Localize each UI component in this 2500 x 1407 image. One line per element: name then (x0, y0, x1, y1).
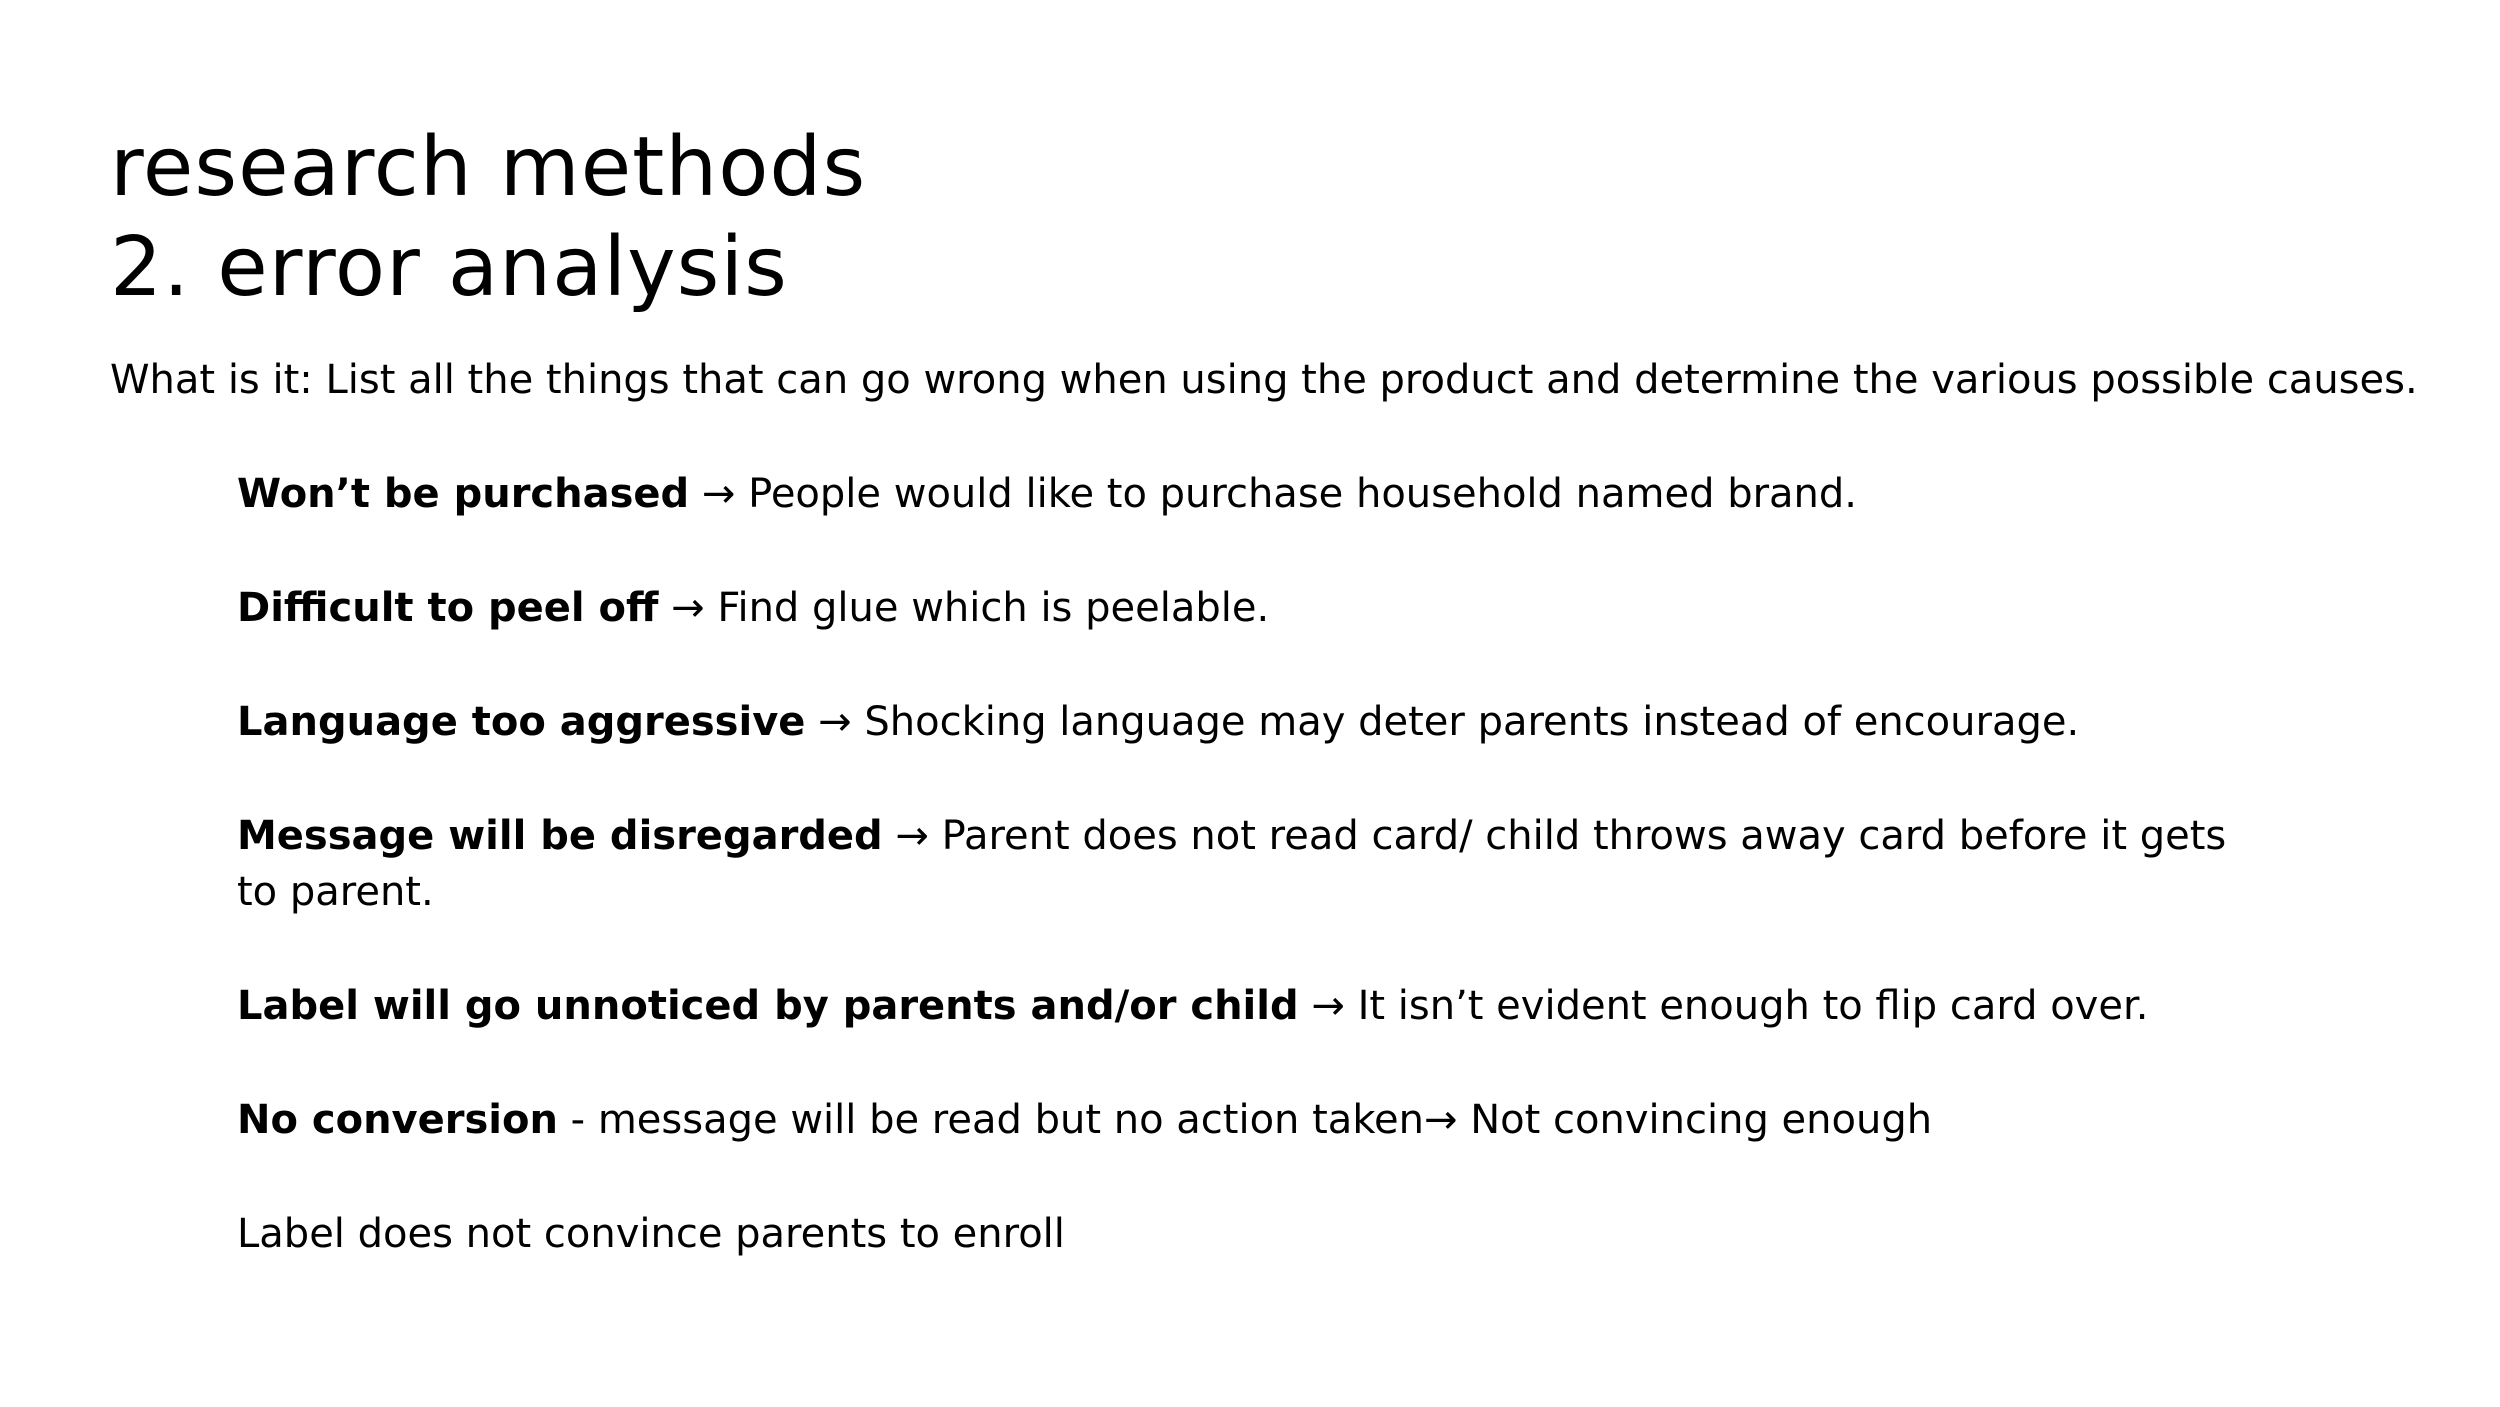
item-text: Shocking language may deter parents instead of encourage. (864, 699, 2080, 745)
item-label: Message will be disregarded (237, 813, 883, 859)
item-text: People would like to purchase household named brand. (748, 471, 1857, 517)
item-label: Language too aggressive (237, 699, 806, 745)
list-item (237, 694, 2267, 750)
item-separator: → (882, 813, 942, 859)
slide-title (110, 118, 866, 318)
item-label: No conversion (237, 1097, 558, 1143)
list-item (237, 808, 2267, 920)
item-separator: → (1298, 983, 1358, 1029)
item-label: Label does not convince parents to enroll (237, 1211, 1065, 1257)
list-item (237, 1206, 2267, 1262)
list-item (237, 978, 2267, 1034)
item-separator: → (658, 585, 718, 631)
list-item (237, 1092, 2267, 1148)
item-text: Parent does not read card/ child throws away card before it gets to parent. (237, 813, 2227, 915)
item-label: Label will go unnoticed by parents and/or child (237, 983, 1299, 1029)
title-line-1: research methods (110, 120, 867, 215)
item-text: It isn’t evident enough to flip card over. (1357, 983, 2149, 1029)
title-line-2: 2. error analysis (110, 220, 788, 315)
item-separator: → (689, 471, 749, 517)
intro-text: What is it: List all the things that can go wrong when using the product and determine the various possible causes. (110, 357, 2418, 403)
error-list (237, 466, 2267, 1320)
item-label: Won’t be purchased (237, 471, 690, 517)
item-separator: - (557, 1097, 598, 1143)
item-text: Find glue which is peelable. (717, 585, 1270, 631)
item-label: Difficult to peel off (237, 585, 659, 631)
list-item (237, 580, 2267, 636)
item-separator: → (805, 699, 865, 745)
list-item (237, 466, 2267, 522)
item-text: message will be read but no action taken→ Not convincing enough (597, 1097, 1933, 1143)
